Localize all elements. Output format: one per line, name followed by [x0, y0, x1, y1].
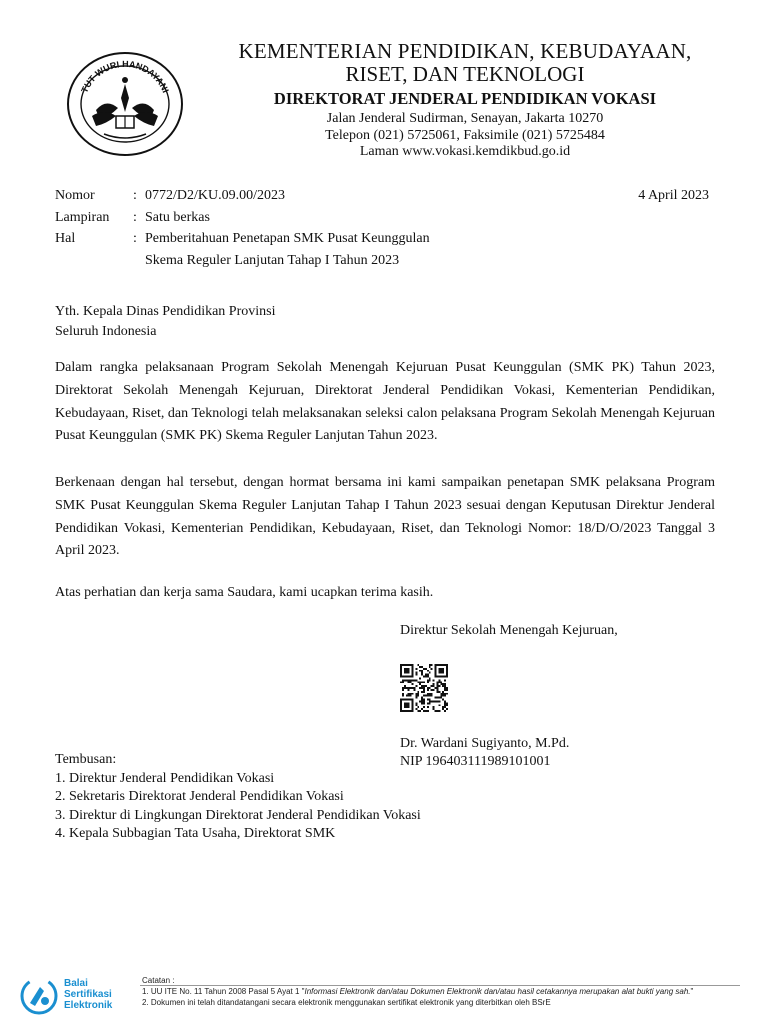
signatory-name: Dr. Wardani Sugiyanto, M.Pd. — [400, 736, 570, 751]
lampiran-label: Lampiran — [55, 209, 110, 225]
ministry-name-line2: RISET, DAN TEKNOLOGI — [345, 62, 585, 86]
cc-heading: Tembusan: — [55, 752, 117, 767]
recipient — [55, 302, 275, 342]
nomor-value: 0772/D2/KU.09.00/2023 — [145, 188, 285, 203]
directorate-name: DIREKTORAT JENDERAL PENDIDIKAN VOKASI — [273, 89, 657, 108]
hal-value-line2: Skema Reguler Lanjutan Tahap I Tahun 2023 — [145, 252, 400, 268]
note-1-suffix: " — [690, 987, 694, 996]
signatory-nip: NIP 196403111989101001 — [400, 754, 551, 769]
cc-item: 4. Kepala Subbagian Tata Usaha, Direktorat SMK — [55, 826, 336, 841]
bse-line2: Sertifikasi — [64, 989, 112, 1000]
note-1-italic: Informasi Elektronik dan/atau Dokumen Elektronik dan/atau hasil cetakannya merupakan alat bukti yang sah. — [304, 987, 691, 996]
letterhead — [200, 40, 730, 161]
body-paragraph-3: Atas perhatian dan kerja sama Saudara, kami ucapkan terima kasih. — [55, 585, 434, 600]
body-paragraph-2: Berkenaan dengan hal tersebut, dengan hormat bersama ini kami sampaikan penetapan SMK pelaksana Program SMK Pusat Keunggulan Skema Reguler Lanjutan Tahap I Tahun 2023 sesuai dengan Keputusan Direktur Jenderal Pendidikan Vokasi, Kementerian Pendidikan, Kebudayaan, Riset, dan Teknologi Nomor: 18/D/O/2023 Tanggal 3 April 2023. — [55, 475, 715, 559]
note-1 — [142, 986, 693, 997]
bse-name — [64, 978, 112, 1011]
recipient-line2: Seluruh Indonesia — [55, 324, 157, 339]
tut-wuri-handayani-logo — [66, 50, 184, 156]
website: Laman www.vokasi.kemdikbud.go.id — [359, 144, 571, 159]
address: Jalan Jenderal Sudirman, Senayan, Jakarta 10270 — [326, 111, 604, 126]
body-paragraph-1: Dalam rangka pelaksanaan Program Sekolah Menengah Kejuruan Pusat Keunggulan (SMK PK) Tahun 2023, Direktorat Sekolah Menengah Kejuruan, Direktorat Jenderal Pendidikan Vokasi, Kementerian Pendidikan, Kebudayaan, Riset, dan Teknologi telah melaksanakan seleksi calon pelaksana Program Sekolah Menengah Kejuruan Pusat Keunggulan (SMK PK) Skema Reguler Lanjutan Tahun 2023. — [55, 360, 715, 444]
reference-block — [55, 186, 715, 272]
cc-item: 3. Direktur di Lingkungan Direktorat Jenderal Pendidikan Vokasi — [55, 807, 421, 823]
hal-row-continued — [55, 251, 715, 273]
carbon-copy-list — [55, 751, 421, 844]
hal-row — [55, 229, 715, 251]
colon: : — [133, 231, 137, 246]
colon: : — [133, 188, 137, 203]
signatory-block — [400, 735, 569, 771]
logo-motto: TUT WURI HANDAYANI — [79, 58, 171, 95]
nomor-row — [55, 186, 715, 208]
note-1-prefix: 1. UU ITE No. 11 Tahun 2008 Pasal 5 Ayat 1 " — [142, 987, 305, 996]
signatory-title: Direktur Sekolah Menengah Kejuruan, — [400, 623, 618, 638]
qr-code-signature — [400, 664, 448, 712]
bse-line1: Balai — [64, 978, 88, 989]
letter-date: 4 April 2023 — [638, 188, 709, 203]
note-2: 2. Dokumen ini telah ditandatangani secara elektronik menggunakan sertifikat elektronik yang diterbitkan oleh BSrE — [142, 998, 551, 1007]
lampiran-row — [55, 208, 715, 230]
bse-line3: Elektronik — [64, 1000, 113, 1011]
nomor-label: Nomor — [55, 188, 95, 203]
recipient-line1: Yth. Kepala Dinas Pendidikan Provinsi — [55, 304, 276, 319]
notes-heading: Catatan : — [142, 976, 175, 985]
cc-item: 1. Direktur Jenderal Pendidikan Vokasi — [55, 770, 275, 786]
ministry-name-line1: KEMENTERIAN PENDIDIKAN, KEBUDAYAAN, — [238, 39, 692, 63]
colon: : — [133, 209, 137, 225]
bse-logo-icon — [18, 975, 60, 1017]
phone-fax: Telepon (021) 5725061, Faksimile (021) 5725484 — [325, 127, 605, 143]
hal-label: Hal — [55, 231, 76, 246]
cc-item: 2. Sekretaris Direktorat Jenderal Pendidikan Vokasi — [55, 789, 344, 804]
footer-notes — [142, 975, 693, 1008]
lampiran-value: Satu berkas — [145, 209, 210, 225]
hal-value-line1: Pemberitahuan Penetapan SMK Pusat Keunggulan — [145, 231, 430, 246]
